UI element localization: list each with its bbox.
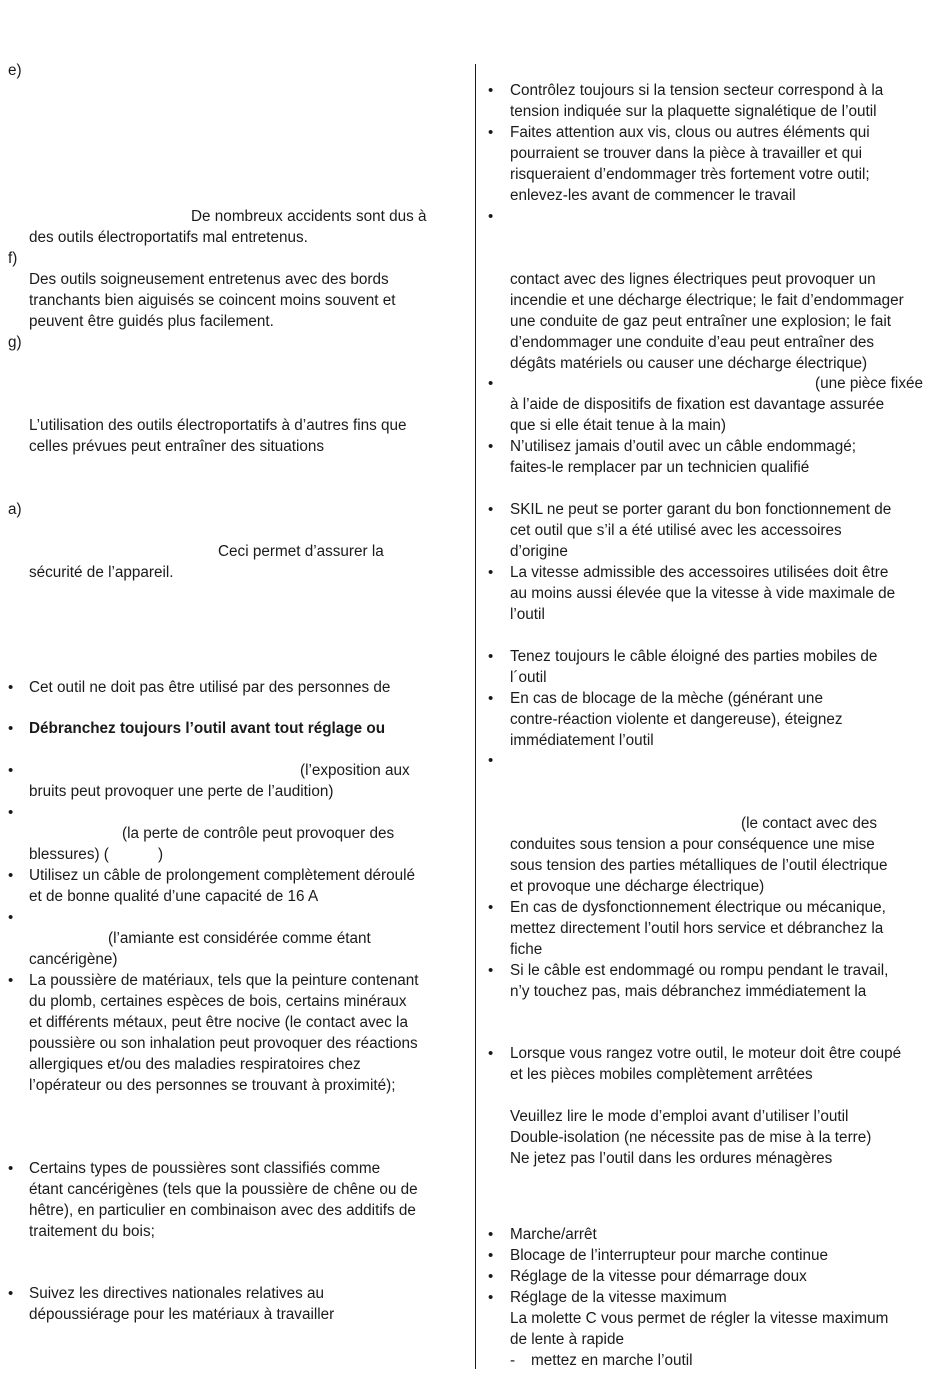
bullet-icon: • bbox=[488, 501, 494, 518]
right-bullet-11-line-2: mettez directement l’outil hors service et débranchez la bbox=[510, 920, 884, 937]
right-bullet-4-line-3: que si elle était tenue à la main) bbox=[510, 417, 726, 434]
left-bullet-9-line-2: dépoussiérage pour les matériaux à travailler bbox=[29, 1306, 335, 1323]
left-bullet-4-line-2: blessures) ( bbox=[29, 846, 109, 863]
bullet-icon: • bbox=[488, 82, 494, 99]
bullet-icon: • bbox=[488, 899, 494, 916]
right-bullet-8-line-2: l´outil bbox=[510, 669, 547, 686]
right-bullet-2-line-4: enlevez-les avant de commencer le travail bbox=[510, 187, 796, 204]
right-bullet-7-line-1: La vitesse admissible des accessoires utilisées doit être bbox=[510, 564, 889, 581]
section-marker-g: g) bbox=[8, 334, 22, 351]
left-bullet-7-line-4: poussière ou son inhalation peut provoquer des réactions bbox=[29, 1035, 418, 1052]
right-bullet-3-line-4: d’endommager une conduite d’eau peut entraîner des bbox=[510, 334, 874, 351]
right-bullet-6-line-3: d’origine bbox=[510, 543, 568, 560]
section-marker-e: e) bbox=[8, 62, 22, 79]
section-f-line-2: tranchants bien aiguisés se coincent moins souvent et bbox=[29, 292, 396, 309]
left-bullet-7-line-6: l’opérateur ou des personnes se trouvant à proximité); bbox=[29, 1077, 396, 1094]
bullet-icon: • bbox=[8, 679, 14, 696]
right-bullet-3-line-1: contact avec des lignes électriques peut provoquer un bbox=[510, 271, 876, 288]
section-g-line-1: L’utilisation des outils électroportatifs à d’autres fins que bbox=[29, 417, 407, 434]
usage-item-max-speed: Réglage de la vitesse maximum bbox=[510, 1289, 727, 1306]
left-bullet-5-line-1: Utilisez un câble de prolongement complètement déroulé bbox=[29, 867, 416, 884]
right-bullet-2-line-2: pourraient se trouver dans la pièce à travailler et qui bbox=[510, 145, 863, 162]
usage-item-on-off: Marche/arrêt bbox=[510, 1226, 597, 1243]
left-bullet-6-line-1: (l’amiante est considérée comme étant bbox=[108, 930, 371, 947]
right-bullet-11-line-1: En cas de dysfonctionnement électrique ou mécanique, bbox=[510, 899, 886, 916]
section-e-line-2: des outils électroportatifs mal entretenus. bbox=[29, 229, 308, 246]
bullet-icon: • bbox=[8, 720, 14, 737]
bullet-icon: • bbox=[8, 909, 14, 926]
right-bullet-12-line-2: n’y touchez pas, mais débranchez immédiatement la bbox=[510, 983, 867, 1000]
left-bullet-1-line-1: Cet outil ne doit pas être utilisé par des personnes de bbox=[29, 679, 391, 696]
bullet-icon: • bbox=[488, 1045, 494, 1062]
bullet-icon: • bbox=[488, 375, 494, 392]
right-bullet-13-line-2: et les pièces mobiles complètement arrêtées bbox=[510, 1066, 813, 1083]
bullet-icon: • bbox=[8, 1285, 14, 1302]
left-bullet-8-line-1: Certains types de poussières sont classifiés comme bbox=[29, 1160, 381, 1177]
right-bullet-3-line-3: une conduite de gaz peut entraîner une explosion; le fait bbox=[510, 313, 891, 330]
bullet-icon: • bbox=[488, 648, 494, 665]
bullet-icon: • bbox=[488, 962, 494, 979]
right-bullet-11-line-3: fiche bbox=[510, 941, 543, 958]
bullet-icon: • bbox=[488, 1268, 494, 1285]
bullet-icon: • bbox=[8, 762, 14, 779]
left-bullet-7-line-1: La poussière de matériaux, tels que la peinture contenant bbox=[29, 972, 419, 989]
right-bullet-13-line-1: Lorsque vous rangez votre outil, le moteur doit être coupé bbox=[510, 1045, 902, 1062]
speed-text-line-1: La molette C vous permet de régler la vitesse maximum bbox=[510, 1310, 889, 1327]
right-bullet-2-line-1: Faites attention aux vis, clous ou autres éléments qui bbox=[510, 124, 870, 141]
right-bullet-9-line-2: contre-réaction violente et dangereuse), éteignez bbox=[510, 711, 843, 728]
section-g-line-2: celles prévues peut entraîner des situations bbox=[29, 438, 325, 455]
left-bullet-4-line-1: (la perte de contrôle peut provoquer des bbox=[122, 825, 395, 842]
symbol-disposal-text: Ne jetez pas l’outil dans les ordures ménagères bbox=[510, 1150, 833, 1167]
bullet-icon: • bbox=[488, 438, 494, 455]
section-f-line-1: Des outils soigneusement entretenus avec des bords bbox=[29, 271, 389, 288]
bullet-icon: • bbox=[488, 752, 494, 769]
left-bullet-7-line-5: allergiques et/ou des maladies respiratoires chez bbox=[29, 1056, 361, 1073]
left-bullet-6-line-2: cancérigène) bbox=[29, 951, 118, 968]
right-bullet-3-line-2: incendie et une décharge électrique; le fait d’endommager bbox=[510, 292, 904, 309]
right-bullet-5-line-2: faites-le remplacer par un technicien qualifié bbox=[510, 459, 810, 476]
right-bullet-10-line-3: sous tension des parties métalliques de l’outil électrique bbox=[510, 857, 888, 874]
bullet-icon: • bbox=[488, 1226, 494, 1243]
section-marker-f: f) bbox=[8, 250, 18, 267]
right-bullet-4-line-1: (une pièce fixée bbox=[815, 375, 923, 392]
right-bullet-1-line-1: Contrôlez toujours si la tension secteur correspond à la bbox=[510, 82, 884, 99]
section-a-line-2: sécurité de l’appareil. bbox=[29, 564, 174, 581]
right-bullet-4-line-2: à l’aide de dispositifs de fixation est davantage assurée bbox=[510, 396, 885, 413]
right-bullet-8-line-1: Tenez toujours le câble éloigné des parties mobiles de bbox=[510, 648, 878, 665]
speed-text-line-2: de lente à rapide bbox=[510, 1331, 624, 1348]
left-bullet-5-line-2: et de bonne qualité d’une capacité de 16 A bbox=[29, 888, 319, 905]
left-bullet-7-line-3: et différents métaux, peut être nocive (le contact avec la bbox=[29, 1014, 408, 1031]
bullet-icon: • bbox=[8, 1160, 14, 1177]
right-bullet-7-line-2: au moins aussi élevée que la vitesse à vide maximale de bbox=[510, 585, 896, 602]
symbol-double-insulation-text: Double-isolation (ne nécessite pas de mise à la terre) bbox=[510, 1129, 872, 1146]
left-bullet-2-line-1: Débranchez toujours l’outil avant tout réglage ou bbox=[29, 720, 386, 737]
left-bullet-4-close-paren: ) bbox=[158, 846, 164, 863]
usage-item-soft-start: Réglage de la vitesse pour démarrage doux bbox=[510, 1268, 807, 1285]
right-bullet-10-line-2: conduites sous tension a pour conséquence une mise bbox=[510, 836, 875, 853]
right-bullet-6-line-1: SKIL ne peut se porter garant du bon fonctionnement de bbox=[510, 501, 892, 518]
section-marker-a: a) bbox=[8, 501, 22, 518]
bullet-icon: • bbox=[8, 972, 14, 989]
right-bullet-5-line-1: N’utilisez jamais d’outil avec un câble endommagé; bbox=[510, 438, 857, 455]
right-bullet-12-line-1: Si le câble est endommagé ou rompu pendant le travail, bbox=[510, 962, 889, 979]
bullet-icon: • bbox=[8, 804, 14, 821]
right-bullet-1-line-2: tension indiquée sur la plaquette signalétique de l’outil bbox=[510, 103, 877, 120]
step-switch-on: mettez en marche l’outil bbox=[531, 1352, 693, 1369]
right-bullet-3-line-5: dégâts matériels ou causer une décharge électrique) bbox=[510, 355, 868, 372]
bullet-icon: • bbox=[8, 867, 14, 884]
bullet-icon: • bbox=[488, 124, 494, 141]
left-bullet-8-line-3: hêtre), en particulier en combinaison avec des additifs de bbox=[29, 1202, 416, 1219]
left-bullet-8-line-4: traitement du bois; bbox=[29, 1223, 155, 1240]
left-bullet-3-line-2: bruits peut provoquer une perte de l’audition) bbox=[29, 783, 334, 800]
bullet-icon: • bbox=[488, 208, 494, 225]
step-marker: - bbox=[510, 1352, 516, 1369]
section-e-line-1: De nombreux accidents sont dus à bbox=[191, 208, 427, 225]
bullet-icon: • bbox=[488, 1247, 494, 1264]
column-divider bbox=[475, 64, 476, 1369]
left-bullet-3-line-1: (l’exposition aux bbox=[300, 762, 410, 779]
right-bullet-9-line-1: En cas de blocage de la mèche (générant une bbox=[510, 690, 823, 707]
right-bullet-7-line-3: l’outil bbox=[510, 606, 545, 623]
right-bullet-9-line-3: immédiatement l’outil bbox=[510, 732, 654, 749]
right-bullet-2-line-3: risqueraient d’endommager très fortement votre outil; bbox=[510, 166, 870, 183]
symbol-read-manual-text: Veuillez lire le mode d’emploi avant d’utiliser l’outil bbox=[510, 1108, 849, 1125]
left-bullet-8-line-2: étant cancérigènes (tels que la poussière de chêne ou de bbox=[29, 1181, 418, 1198]
bullet-icon: • bbox=[488, 690, 494, 707]
right-bullet-6-line-2: cet outil que s’il a été utilisé avec les accessoires bbox=[510, 522, 842, 539]
left-bullet-7-line-2: du plomb, certaines espèces de bois, certains minéraux bbox=[29, 993, 407, 1010]
bullet-icon: • bbox=[488, 1289, 494, 1306]
section-a-line-1: Ceci permet d’assurer la bbox=[218, 543, 384, 560]
right-bullet-10-line-1: (le contact avec des bbox=[741, 815, 878, 832]
bullet-icon: • bbox=[488, 564, 494, 581]
usage-item-switch-lock: Blocage de l’interrupteur pour marche continue bbox=[510, 1247, 829, 1264]
left-bullet-9-line-1: Suivez les directives nationales relatives au bbox=[29, 1285, 325, 1302]
section-f-line-3: peuvent être guidés plus facilement. bbox=[29, 313, 274, 330]
right-bullet-10-line-4: et provoque une décharge électrique) bbox=[510, 878, 765, 895]
